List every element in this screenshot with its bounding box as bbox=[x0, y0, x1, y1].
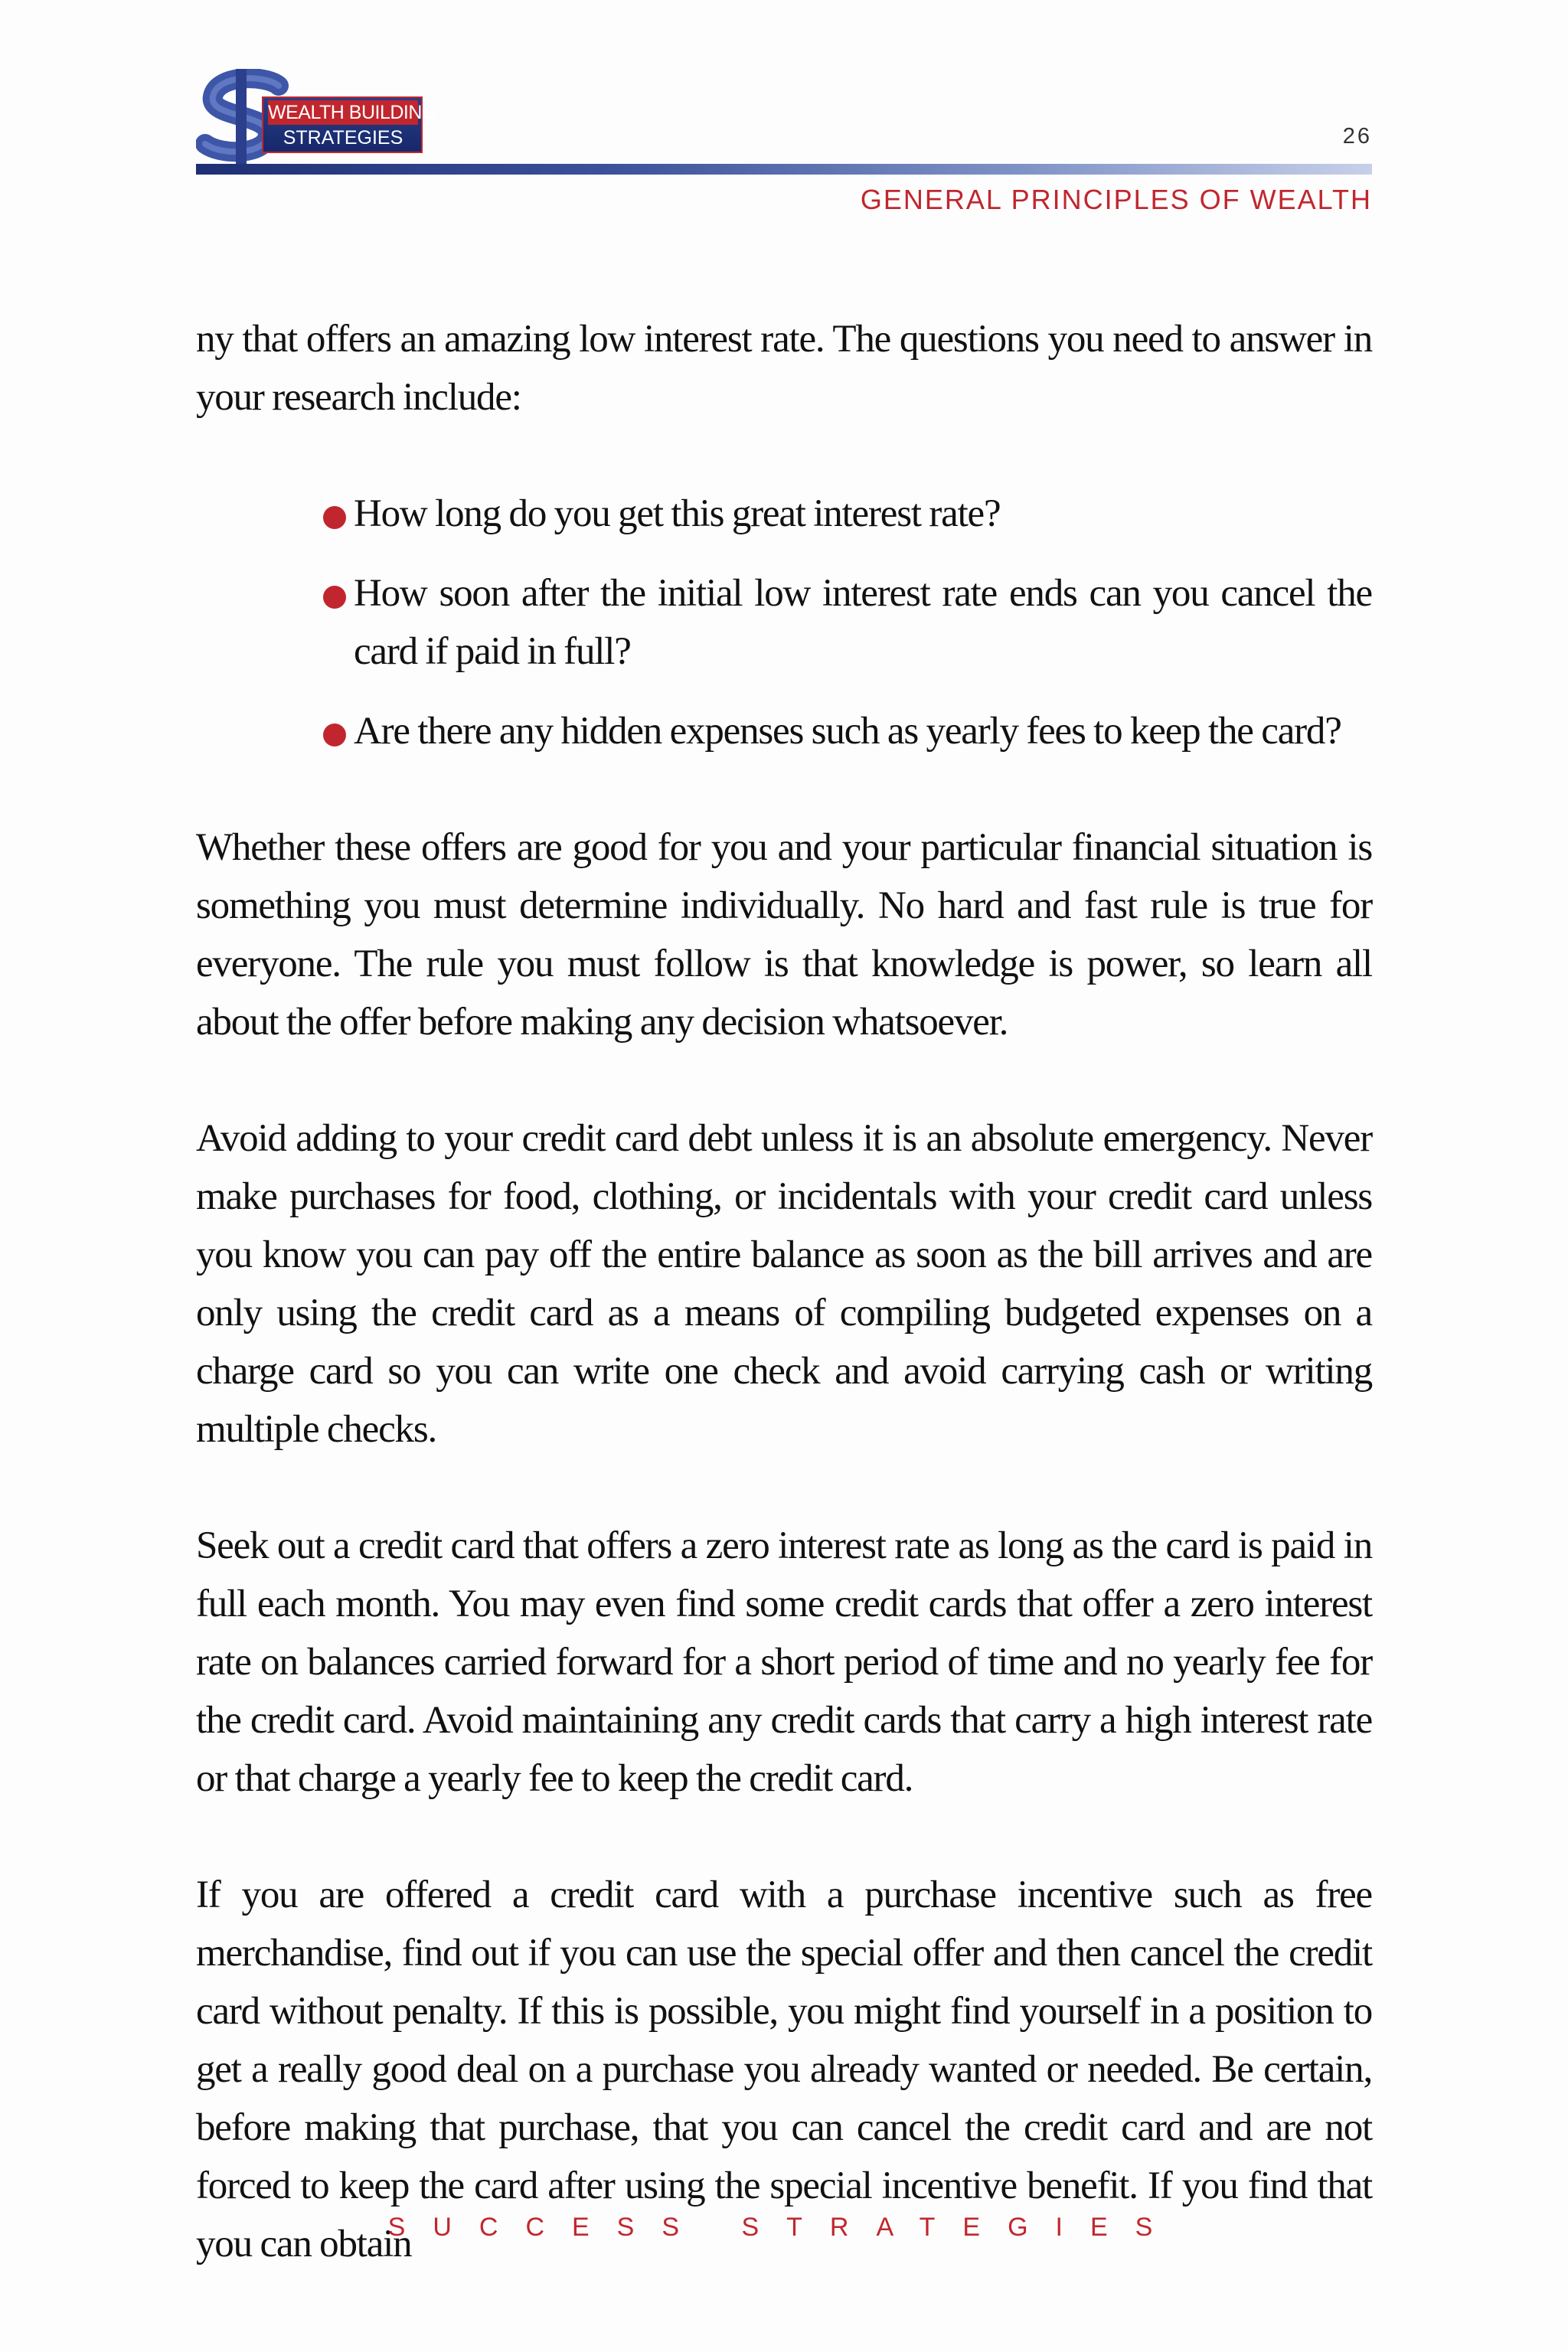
list-item bbox=[323, 564, 1372, 681]
page-number: 26 bbox=[1342, 124, 1372, 149]
bullet-dot-icon bbox=[323, 506, 346, 529]
list-item-text: How soon after the initial low interest rate ends can you cancel the card if paid in full? bbox=[354, 572, 1372, 673]
bullet-dot-icon bbox=[323, 586, 346, 609]
logo-line-strategies: STRATEGIES bbox=[283, 127, 403, 149]
page-header bbox=[196, 69, 1372, 222]
logo-line-wealth-building: WEALTH BUILDING bbox=[268, 102, 436, 123]
page-footer: SUCCESS STRATEGIES bbox=[387, 2213, 1181, 2242]
page-body bbox=[196, 310, 1372, 2273]
body-paragraph: If you are offered a credit card with a purchase incentive such as free merchandise, find out if you can use the special offer and then cancel the credit card without penalty. If this is possible, you might find yourself in a position to get a really good deal on a purchase you already wanted or needed. Be certain, before making that purchase, that you can cancel the credit card and are not forced to keep the card after using the special incentive benefit. If you find that you can obtain bbox=[196, 1873, 1372, 2265]
list-item-text: How long do you get this great interest rate? bbox=[354, 492, 1001, 535]
section-title: GENERAL PRINCIPLES OF WEALTH bbox=[860, 184, 1372, 215]
list-item-text: Are there any hidden expenses such as yearly fees to keep the card? bbox=[354, 710, 1341, 753]
bullet-dot-icon bbox=[323, 724, 346, 746]
body-paragraph: Avoid adding to your credit card debt unless it is an absolute emergency. Never make purchases for food, clothing, or incidentals with your credit card unless you know you can pay off the entire balance as soon as the bill arrives and are only using the credit card as a means of compiling budgeted expenses on a charge card so you can write one check and avoid carrying cash or writing multiple checks. bbox=[196, 1117, 1372, 1451]
list-item bbox=[323, 702, 1372, 760]
header-divider bbox=[196, 164, 1372, 175]
body-paragraph: Seek out a credit card that offers a zero interest rate as long as the card is paid in full each month. You may even find some credit cards that offer a zero interest rate on balances carried forward for a short period of time and no yearly fee for the credit card. Avoid maintaining any credit cards that carry a high interest rate or that charge a yearly fee to keep the credit card. bbox=[196, 1524, 1372, 1800]
intro-paragraph: ny that offers an amazing low interest rate. The questions you need to answer in your research include: bbox=[196, 318, 1372, 419]
logo-text-box bbox=[262, 96, 436, 153]
body-paragraph: Whether these offers are good for you and your particular financial situation is something you must determine individually. No hard and fast rule is true for everyone. The rule you must follow is that knowledge is power, so learn all about the offer before making any decision whatsoever. bbox=[196, 826, 1372, 1044]
wealth-building-strategies-logo bbox=[196, 69, 441, 168]
research-questions-list bbox=[196, 485, 1372, 760]
list-item bbox=[323, 485, 1372, 543]
